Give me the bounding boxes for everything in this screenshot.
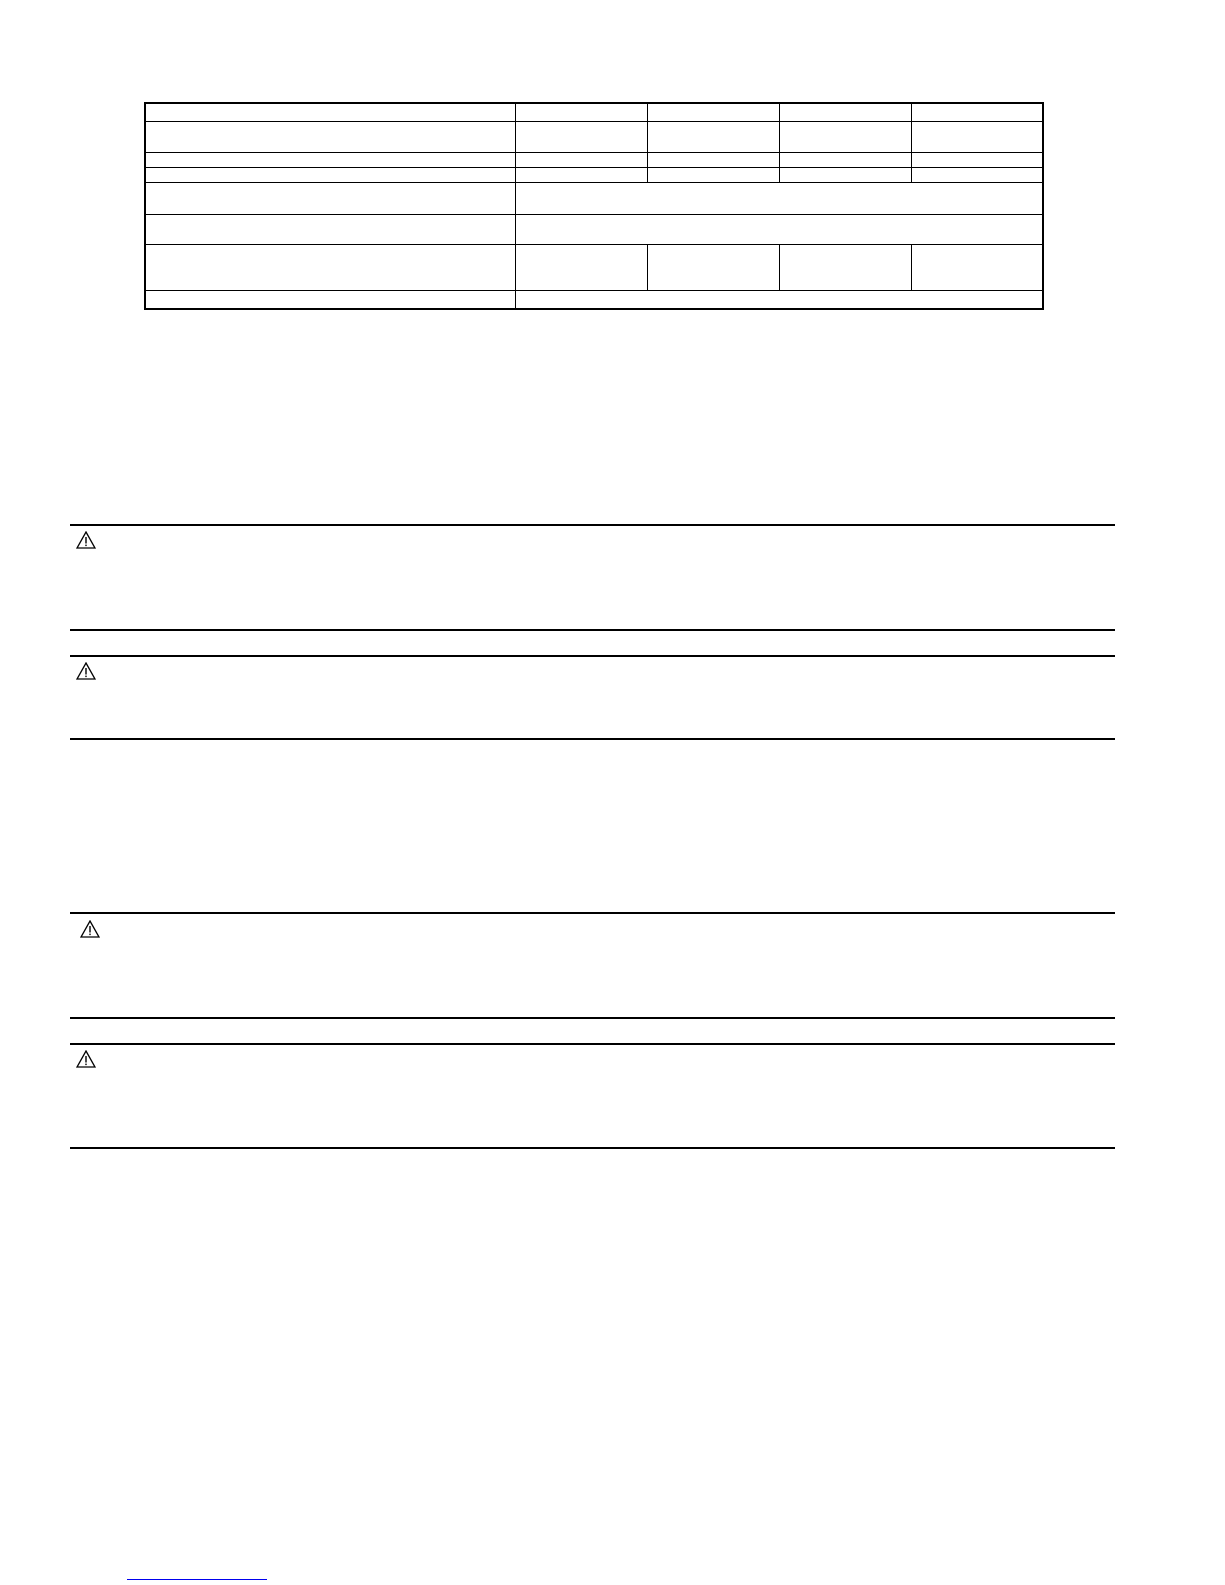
merged-cell: [515, 182, 1043, 214]
table-row: [145, 121, 1043, 152]
warning-box: [70, 655, 1115, 740]
row-label: [145, 167, 515, 182]
table-cell: [647, 103, 779, 121]
table-cell: [515, 121, 647, 152]
row-label: [145, 103, 515, 121]
row-label: [145, 290, 515, 309]
table-row: [145, 167, 1043, 182]
table-cell: [911, 103, 1043, 121]
table-row: [145, 244, 1043, 290]
table-row: [145, 103, 1043, 121]
row-label: [145, 214, 515, 244]
row-label: [145, 182, 515, 214]
table-cell: [779, 167, 911, 182]
table-cell: [911, 152, 1043, 167]
table-cell: [779, 152, 911, 167]
warning-triangle-icon: [76, 662, 96, 680]
row-label: [145, 152, 515, 167]
table-cell: [515, 244, 647, 290]
table-cell: [911, 167, 1043, 182]
table-cell: [911, 244, 1043, 290]
warning-triangle-icon: [76, 1050, 96, 1068]
table-cell: [515, 103, 647, 121]
table-cell: [647, 152, 779, 167]
spec-table: [144, 102, 1044, 310]
table-cell: [647, 121, 779, 152]
warning-box: [70, 912, 1115, 1019]
warning-triangle-icon: [76, 531, 96, 549]
warning-box: [70, 524, 1115, 631]
warning-triangle-icon: [80, 920, 100, 938]
table-row: [145, 182, 1043, 214]
row-label: [145, 121, 515, 152]
table-cell: [779, 244, 911, 290]
footer-link[interactable]: [127, 1579, 267, 1580]
merged-cell: [515, 290, 1043, 309]
table-row: [145, 152, 1043, 167]
warning-box: [70, 1043, 1115, 1149]
merged-cell: [515, 214, 1043, 244]
table-row: [145, 290, 1043, 309]
row-label: [145, 244, 515, 290]
table-cell: [911, 121, 1043, 152]
table-cell: [779, 121, 911, 152]
table-cell: [647, 244, 779, 290]
table-cell: [647, 167, 779, 182]
table-row: [145, 214, 1043, 244]
table-cell: [515, 152, 647, 167]
table-cell: [515, 167, 647, 182]
table-cell: [779, 103, 911, 121]
